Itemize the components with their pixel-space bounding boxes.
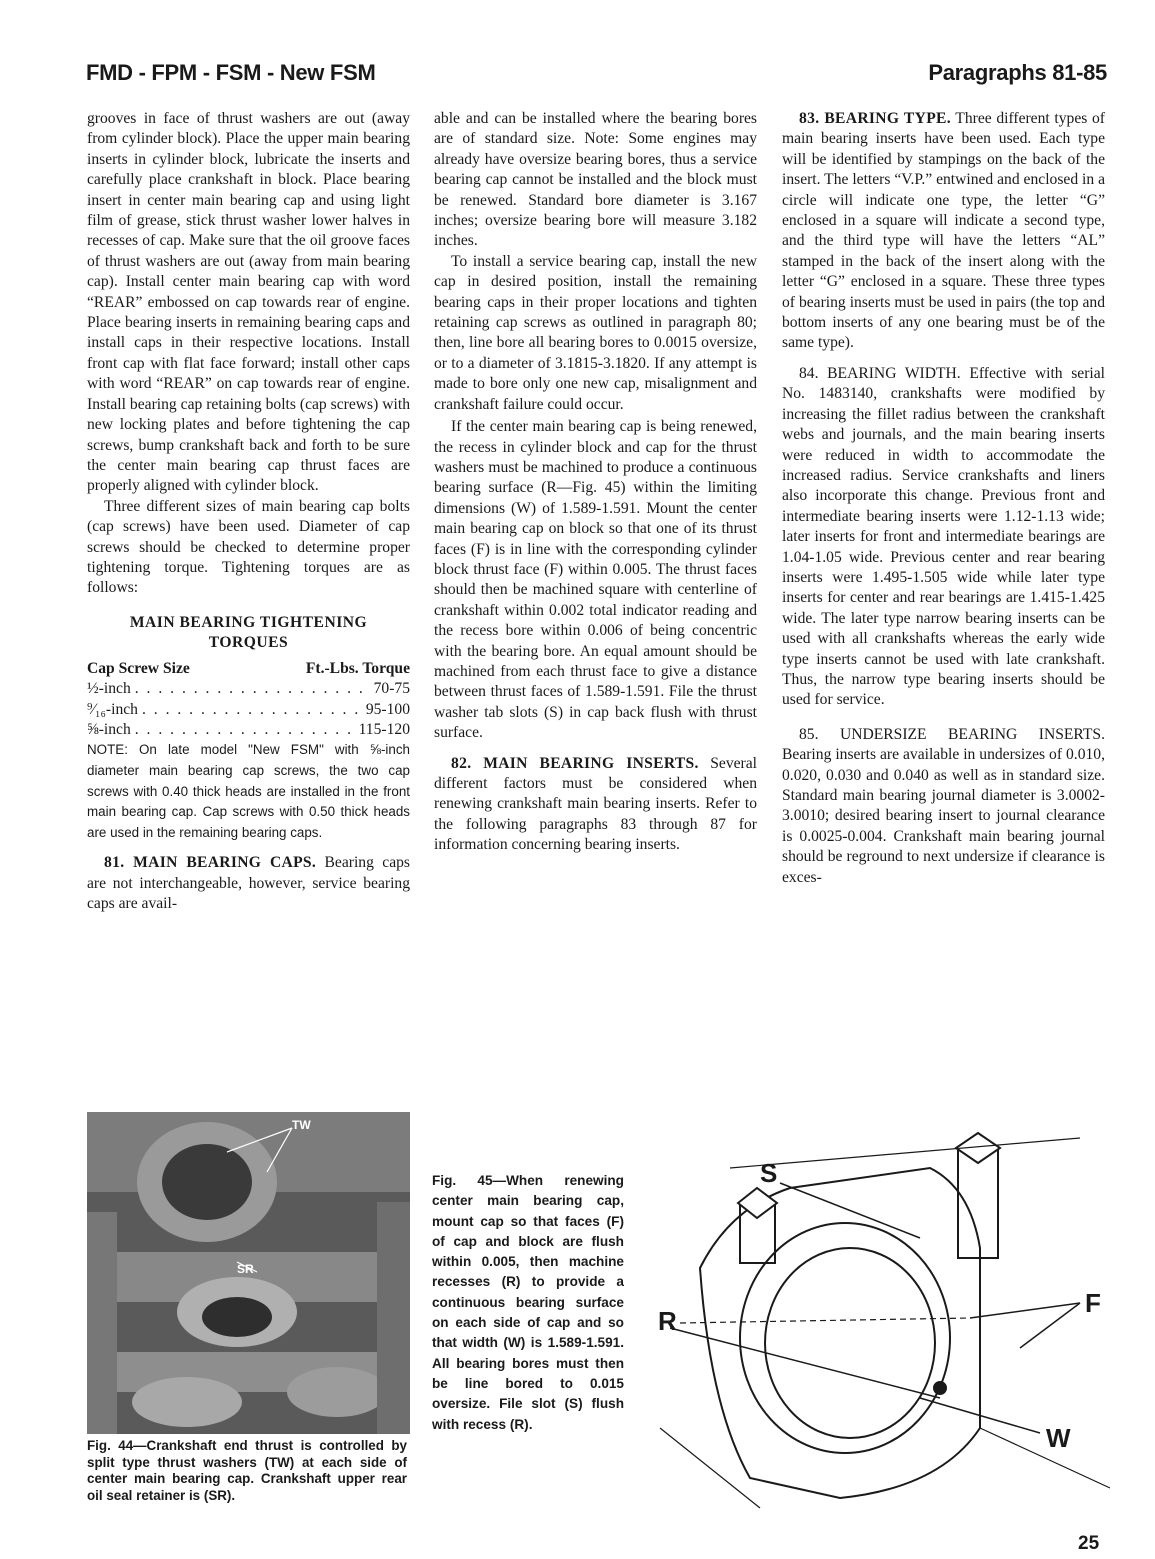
section-heading: 81. MAIN BEARING CAPS. [104, 854, 317, 872]
column-2 [434, 109, 757, 856]
paragraph: grooves in face of thrust washers are out (away from cylinder block). Place the upper main bearing inserts in cylinder block, lubricate the inserts and carefully place crankshaft in block. Place bearing insert in center main bearing cap and using light film of grease, stick thrust washer lower halves in recesses of cap. Make sure that the oil groove faces of thrust washers are out (away from main bearing cap). Install center main bearing cap with word “REAR” embossed on cap towards rear of engine. Place bearing inserts in remaining bearing caps and install caps in their respective locations. Install front cap with flat face forward; install other caps with word “REAR” on cap towards rear of engine. Install bearing cap retaining bolts (cap screws) with new locking plates and before tightening the cap screws, bump crankshaft back and forth to be sure the center main bearing cap thrust faces are properly aligned with cylinder block. [87, 110, 410, 495]
running-header-left: FMD - FPM - FSM - New FSM [86, 60, 376, 85]
section-heading: 83. BEARING TYPE. [799, 110, 951, 127]
table-row [87, 720, 410, 740]
torque-note: NOTE: On late model "New FSM" with ⅝-inch diameter main bearing cap screws, the two cap screws with 0.40 thick heads are installed in the front main bearing cap. Cap screws with 0.50 thick heads are used in the remaining bearing caps. [87, 742, 410, 840]
paragraph-85 [782, 725, 1105, 888]
label-s: S [760, 1158, 778, 1188]
paragraph-body: Effective with serial No. 1483140, crankshafts were modified by increasing the fillet radius between the crankshaft webs and journals, and the main bearing inserts were reduced in width to accommodate the increased radius. Service crankshafts and liners also incorporate this change. Previous front and intermediate bearing inserts were 1.12-1.13 wide; later inserts for front and intermediate bearings are 1.04-1.05 wide. Previous center and rear bearing inserts were 1.495-1.505 wide while later type inserts for center and rear bearings are 1.415-1.425 wide. The later type narrow bearing inserts can be used with all crankshafts whereas the early wide type inserts cannot be used with late crankshaft. Thus, the narrow type bearing inserts should be used for service. [782, 364, 1105, 709]
running-header-right: Paragraphs 81-85 [928, 60, 1107, 85]
paragraph: able and can be installed where the bearing bores are of standard size. Note: Some engines may already have oversize bearing bores, thus a service bearing cap cannot be installed and the block must be renewed. Standard bore diameter is 3.167 inches; oversize bearing bore will measure 3.182 inches. [434, 110, 757, 250]
section-heading: 85. UNDERSIZE BEARING INSERTS. [799, 725, 1105, 743]
paragraph-body: Bearing caps are not interchangeable, however, service bearing caps are avail- [87, 854, 410, 913]
torque-table [87, 613, 410, 844]
fig-45-caption: Fig. 45—When renewing center main bearing cap, mount cap so that faces (F) of cap and block are flush within 0.005, then machine recesses (R) to provide a continuous bearing surface on each side of cap and so that width (W) is 1.589-1.591. All bearing bores must then be line bored to 0.015 oversize. File slot (S) flush with recess (R). [432, 1173, 624, 1432]
cap-screw-size: ⁹⁄₁₆-inch [87, 700, 138, 718]
torque-value: 70-75 [373, 680, 410, 698]
title-line: TORQUES [208, 633, 289, 651]
label-sr: SR [237, 1262, 254, 1276]
paragraph: Three different sizes of main bearing cap bolts (cap screws) have been used. Diameter of cap screws should be checked to determine proper tightening torque. Tightening torques are as follows: [87, 497, 410, 597]
section-heading: 84. BEARING WIDTH. [799, 364, 961, 382]
torque-value: 95-100 [365, 700, 410, 718]
torque-table-header [87, 659, 410, 679]
cap-screw-size: ⅝-inch [87, 720, 131, 738]
paragraph-body: Several different factors must be considered when renewing crankshaft main bearing inserts. Refer to the following paragraphs 83 through 87 for information concerning bearing inserts. [434, 754, 757, 854]
table-row [87, 700, 410, 720]
torque-table-title [87, 613, 410, 653]
label-tw: TW [292, 1118, 311, 1132]
fig-45-drawing [640, 1128, 1110, 1513]
paragraph-83 [782, 109, 1105, 354]
page-number: 25 [1078, 1533, 1100, 1554]
column-header-size: Cap Screw Size [87, 659, 190, 677]
fig-44-photo [87, 1112, 410, 1434]
column-1 [87, 109, 410, 915]
label-f: F [1085, 1288, 1101, 1318]
label-w: W [1046, 1423, 1071, 1453]
torque-value: 115-120 [358, 720, 410, 738]
paragraph-81 [87, 853, 410, 914]
table-row [87, 679, 410, 699]
paragraph: If the center main bearing cap is being renewed, the recess in cylinder block and cap for the thrust washers must be machined to produce a continuous bearing surface (R—Fig. 45) within the limiting dimensions (W) of 1.589-1.591. Mount the center main bearing cap on block so that one of its thrust faces (F) is in line with the corresponding cylinder block thrust face (F) within 0.005. The thrust faces should then be machined square with centerline of crankshaft within 0.002 total indicator reading and the recess bore within 0.006 of being concentric with the bearing bore. An equal amount should be machined from each thrust face to give a distance between thrust faces of 1.589-1.591. File the thrust washer tab slots (S) in cap back flush with thrust surface. [434, 418, 757, 742]
bearing-cap-drawing [640, 1128, 1110, 1513]
column-header-torque: Ft.-Lbs. Torque [305, 659, 410, 677]
paragraph-body: Bearing inserts are available in undersizes of 0.010, 0.020, 0.030 and 0.040 as well as in standard size. Standard main bearing journal diameter is 3.0002-3.0010; desired bearing insert to journal clearance is 0.0025-0.004. Crankshaft main bearing journal should be reground to next undersize if clearance is exces- [782, 746, 1105, 886]
cap-screw-size: ½-inch [87, 680, 131, 698]
paragraph-82 [434, 754, 757, 856]
paragraph: To install a service bearing cap, install the new cap in desired position, install the remaining bearing caps in their proper locations and tighten retaining cap screws as outlined in paragraph 80; then, line bore all bearing bores to 0.0015 oversize, or to a diameter of 3.1815-3.1820. If any attempt is made to bore only one new cap, misalignment and crankshaft failure could occur. [434, 252, 757, 413]
title-line: MAIN BEARING TIGHTENING [129, 613, 368, 631]
section-heading: 82. MAIN BEARING INSERTS. [451, 754, 699, 772]
paragraph-84 [782, 364, 1105, 711]
column-3 [782, 109, 1105, 888]
paragraph-body: Three different types of main bearing inserts have been used. Each type will be identified by stampings on the back of the insert. The letters “V.P.” entwined and enclosed in a circle will indicate one type, the letter “G” enclosed in a square will indicate a second type, and the third type will have the letters “AL” stamped in the back of the insert along with the letter “G” enclosed in a square. These three types of bearing inserts must be used in pairs (the top and bottom inserts of any one bearing must be of the same type). [782, 110, 1105, 352]
label-r: R [658, 1306, 677, 1336]
fig-44-caption: Fig. 44—Crankshaft end thrust is controlled by split type thrust washers (TW) at each side of center main bearing cap. Crankshaft upper rear oil seal retainer is (SR). [87, 1438, 407, 1503]
